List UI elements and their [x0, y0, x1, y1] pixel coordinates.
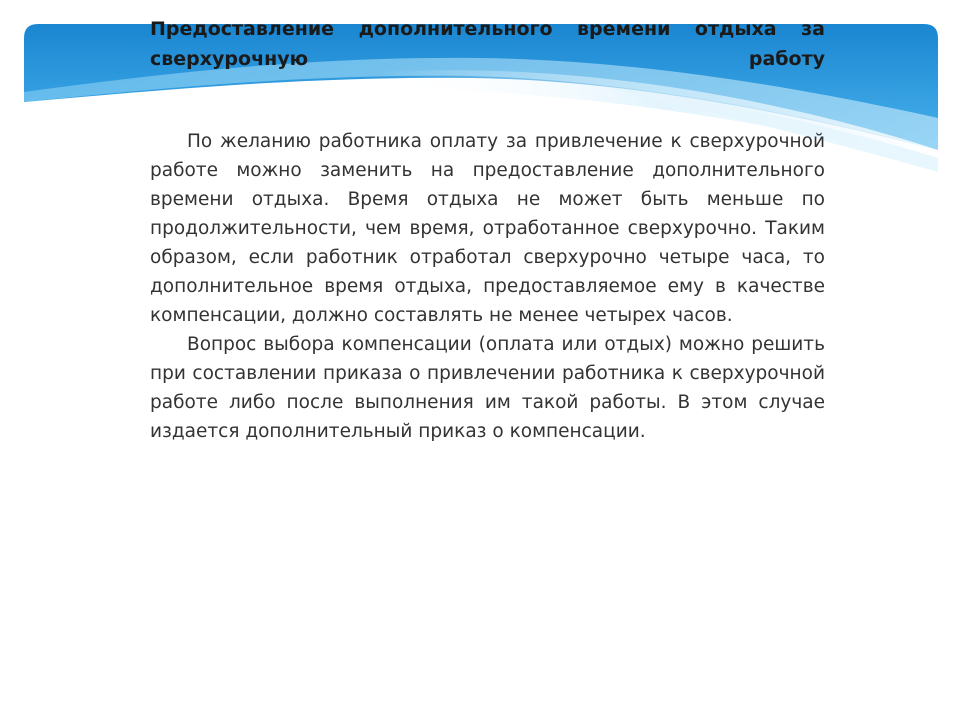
- slide-title-line-2: сверхурочную работу: [150, 48, 825, 70]
- paragraph-1: По желанию работника оплату за привлечение к сверхурочной работе можно заменить на предоставление дополнительного времени отдыха. Время отдыха не может быть меньше по продолжительности, чем время, отработанное сверхурочно. Таким образом, если работник отработал сверхурочно четыре часа, то дополнительное время отдыха, предоставляемое ему в качестве компенсации, должно составлять не менее четырех часов.: [150, 131, 825, 326]
- paragraph-2: Вопрос выбора компенсации (оплата или отдых) можно решить при составлении приказа о привлечении работника к сверхурочной работе либо после выполнения им такой работы. В этом случае издается дополнительный приказ о компенсации.: [150, 334, 825, 442]
- slide-title-line-1: Предоставление дополнительного времени отдыха за: [150, 18, 825, 40]
- slide-body: [150, 127, 825, 446]
- slide-title: [150, 14, 825, 74]
